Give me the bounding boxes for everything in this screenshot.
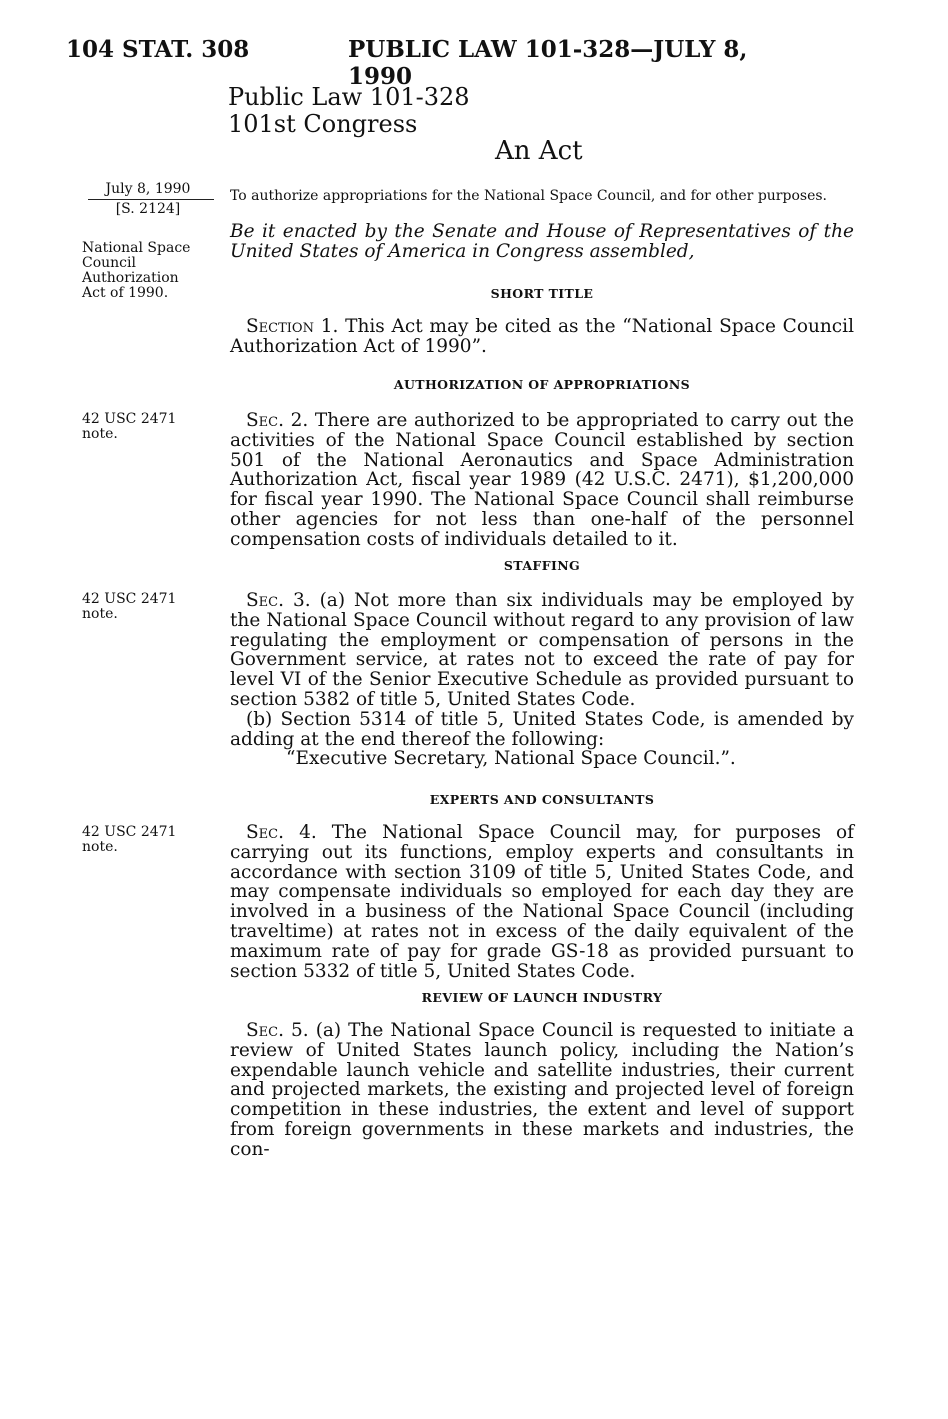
section-heading: REVIEW OF LAUNCH INDUSTRY [421, 990, 663, 1005]
margin-note-usc-sec3 [82, 592, 214, 622]
section-1-text [230, 317, 854, 357]
section-2-text [230, 411, 854, 550]
margin-text: 42 USC 2471 [82, 591, 177, 607]
section-heading: EXPERTS AND CONSULTANTS [429, 792, 655, 807]
congress-number: 101st Congress [228, 110, 418, 138]
margin-note-short-title [82, 241, 214, 301]
margin-text: 42 USC 2471 [82, 411, 177, 427]
law-title [228, 84, 470, 138]
section-3-text [230, 591, 854, 769]
margin-text: note. [82, 839, 118, 855]
section-body: 3. (a) Not more than six individuals may be employed by the National Space Council without regard to any provision of law regulating the employment or compensation of persons in the Government service, at rates not to exceed the rate of pay for level VI of the Senior Executive Schedule as provided pursuant to section 5382 of title 5, United States Code. [230, 590, 854, 710]
quoted-amendment: “Executive Secretary, National Space Council.”. [286, 748, 736, 770]
section-label: Sec. [246, 590, 284, 611]
bill-number: [S. 2124] [115, 201, 181, 217]
margin-note-enactment [82, 182, 214, 217]
section-label: Section [246, 316, 314, 337]
section-label: Sec. [246, 822, 284, 843]
law-and-date-header: PUBLIC LAW 101-328—JULY 8, 1990 [348, 36, 748, 90]
margin-text: note. [82, 606, 118, 622]
margin-divider [88, 199, 214, 200]
margin-text: Authorization [82, 270, 179, 286]
section-body: 1. This Act may be cited as the “National Space Council Authorization Act of 1990”. [230, 316, 854, 357]
margin-text: Act of 1990. [82, 285, 169, 301]
section-heading: STAFFING [503, 558, 581, 573]
margin-text: National Space [82, 240, 191, 256]
section-label: Sec. [246, 1020, 284, 1041]
stat-page-number: 104 STAT. 308 [66, 36, 250, 63]
purpose-line: To authorize appropriations for the National Space Council, and for other purposes. [230, 188, 827, 204]
section-body: 5. (a) The National Space Council is requested to initiate a review of United States launch policy, including the Nation’s expendable launch vehicle and satellite industries, their current and projected markets, the existing and projected level of foreign competition in these industries, the extent and level of support from foreign governments in these markets and industries, the con- [230, 1020, 854, 1160]
section-body: 4. The National Space Council may, for purposes of carrying out its functions, employ experts and consultants in accordance with section 3109 of title 5, United States Code, and may compensate individuals so employed for each day they are involved in a business of the National Space Council (including traveltime) at rates not in excess of the daily equivalent of the maximum rate of pay for grade GS-18 as provided pursuant to section 5332 of title 5, United States Code. [230, 822, 854, 982]
section-heading: AUTHORIZATION OF APPROPRIATIONS [393, 377, 691, 392]
margin-text: note. [82, 426, 118, 442]
section-5-text [230, 1021, 854, 1160]
margin-note-usc-sec2 [82, 412, 214, 442]
margin-note-usc-sec4 [82, 825, 214, 855]
margin-text: Council [82, 255, 136, 271]
enacting-clause: Be it enacted by the Senate and House of Representatives of the United States of America in Congress assembled, [230, 221, 854, 262]
act-title: An Act [495, 136, 583, 166]
section-label: Sec. [246, 410, 284, 431]
section-body: (b) Section 5314 of title 5, United States Code, is amended by adding at the end thereof the following: [230, 708, 854, 750]
margin-text: 42 USC 2471 [82, 824, 177, 840]
section-heading: SHORT TITLE [490, 286, 594, 301]
enactment-date: July 8, 1990 [105, 181, 191, 197]
public-law-number: Public Law 101-328 [228, 83, 470, 111]
section-4-text [230, 823, 854, 981]
section-body: 2. There are authorized to be appropriated to carry out the activities of the National Space Council established by section 501 of the National Aeronautics and Space Administration Authorization Act, fiscal year 1989 (42 U.S.C. 2471), $1,200,000 for fiscal year 1990. The National Space Council shall reimburse other agencies for not less than one-half of the personnel compensation costs of individuals detailed to it. [230, 410, 854, 550]
